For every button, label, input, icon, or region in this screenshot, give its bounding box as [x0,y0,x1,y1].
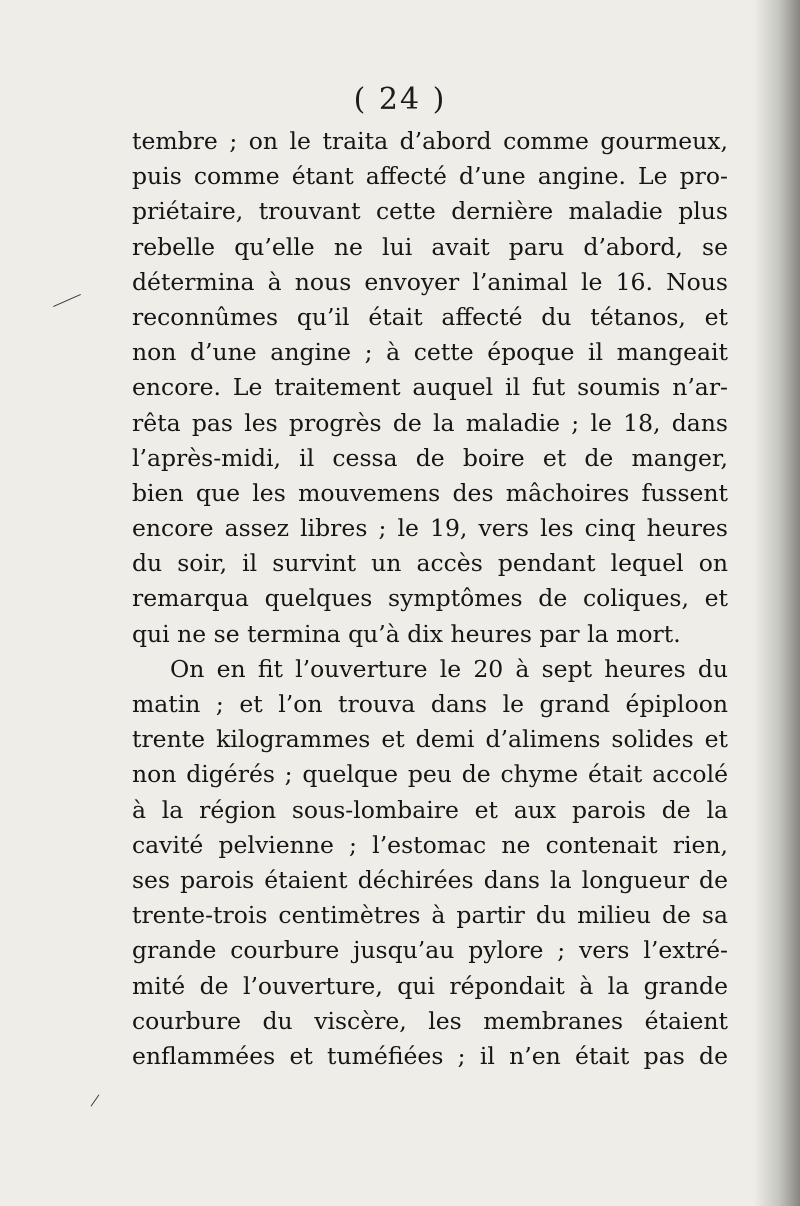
margin-ink-mark [91,1094,100,1106]
text-line: l’après-midi, il cessa de boire et de manger, [132,443,728,472]
text-line: non digérés ; quelque peu de chyme était accolé [132,760,728,789]
text-line: courbure du viscère, les membranes étaient [132,1006,728,1035]
text-line: non d’une angine ; à cette époque il mangeait [132,338,728,367]
margin-ink-mark [53,294,81,307]
text-line: encore assez libres ; le 19, vers les cinq heures [132,514,728,543]
text-line: encore. Le traitement auquel il fut soumis n’ar- [132,373,728,402]
text-line: enflammées et tuméfiées ; il n’en était pas de [132,1041,728,1070]
text-line: matin ; et l’on trouva dans le grand épiploon [132,690,728,718]
text-line: rêta pas les progrès de la maladie ; le 18, dans [132,408,728,437]
body-text [132,124,728,1074]
text-line: rebelle qu’elle ne lui avait paru d’abord, se [132,232,728,261]
page-gutter-shadow [754,0,800,1206]
text-line: détermina à nous envoyer l’animal le 16. Nous [132,267,728,296]
text-line: bien que les mouvemens des mâchoires fussent [132,478,728,507]
text-line: qui ne se termina qu’à dix heures par la mort. [132,619,681,648]
paragraph [132,652,728,1074]
text-line: remarqua quelques symptômes de coliques, et [132,584,728,613]
text-line: ses parois étaient déchirées dans la longueur de [132,865,728,894]
text-line: puis comme étant affecté d’une angine. Le pro- [132,162,728,191]
text-line: tembre ; on le traita d’abord comme gourmeux, [132,127,728,155]
text-line: à la région sous-lombaire et aux parois de la [132,795,728,824]
page-number: ( 24 ) [353,82,447,117]
text-line: mité de l’ouverture, qui répondait à la grande [132,971,728,1000]
text-line: reconnûmes qu’il était affecté du tétanos, et [132,302,728,331]
text-line: trente kilogrammes et demi d’alimens solides et [132,725,728,754]
text-line: On en fit l’ouverture le 20 à sept heures du [170,654,728,683]
paragraph [132,124,728,652]
text-line: grande courbure jusqu’au pylore ; vers l’extré- [132,936,728,965]
text-line: cavité pelvienne ; l’estomac ne contenait rien, [132,830,728,859]
text-line: priétaire, trouvant cette dernière maladie plus [132,197,728,226]
text-line: du soir, il survint un accès pendant lequel on [132,549,728,578]
text-line: trente-trois centimètres à partir du milieu de sa [132,901,728,930]
